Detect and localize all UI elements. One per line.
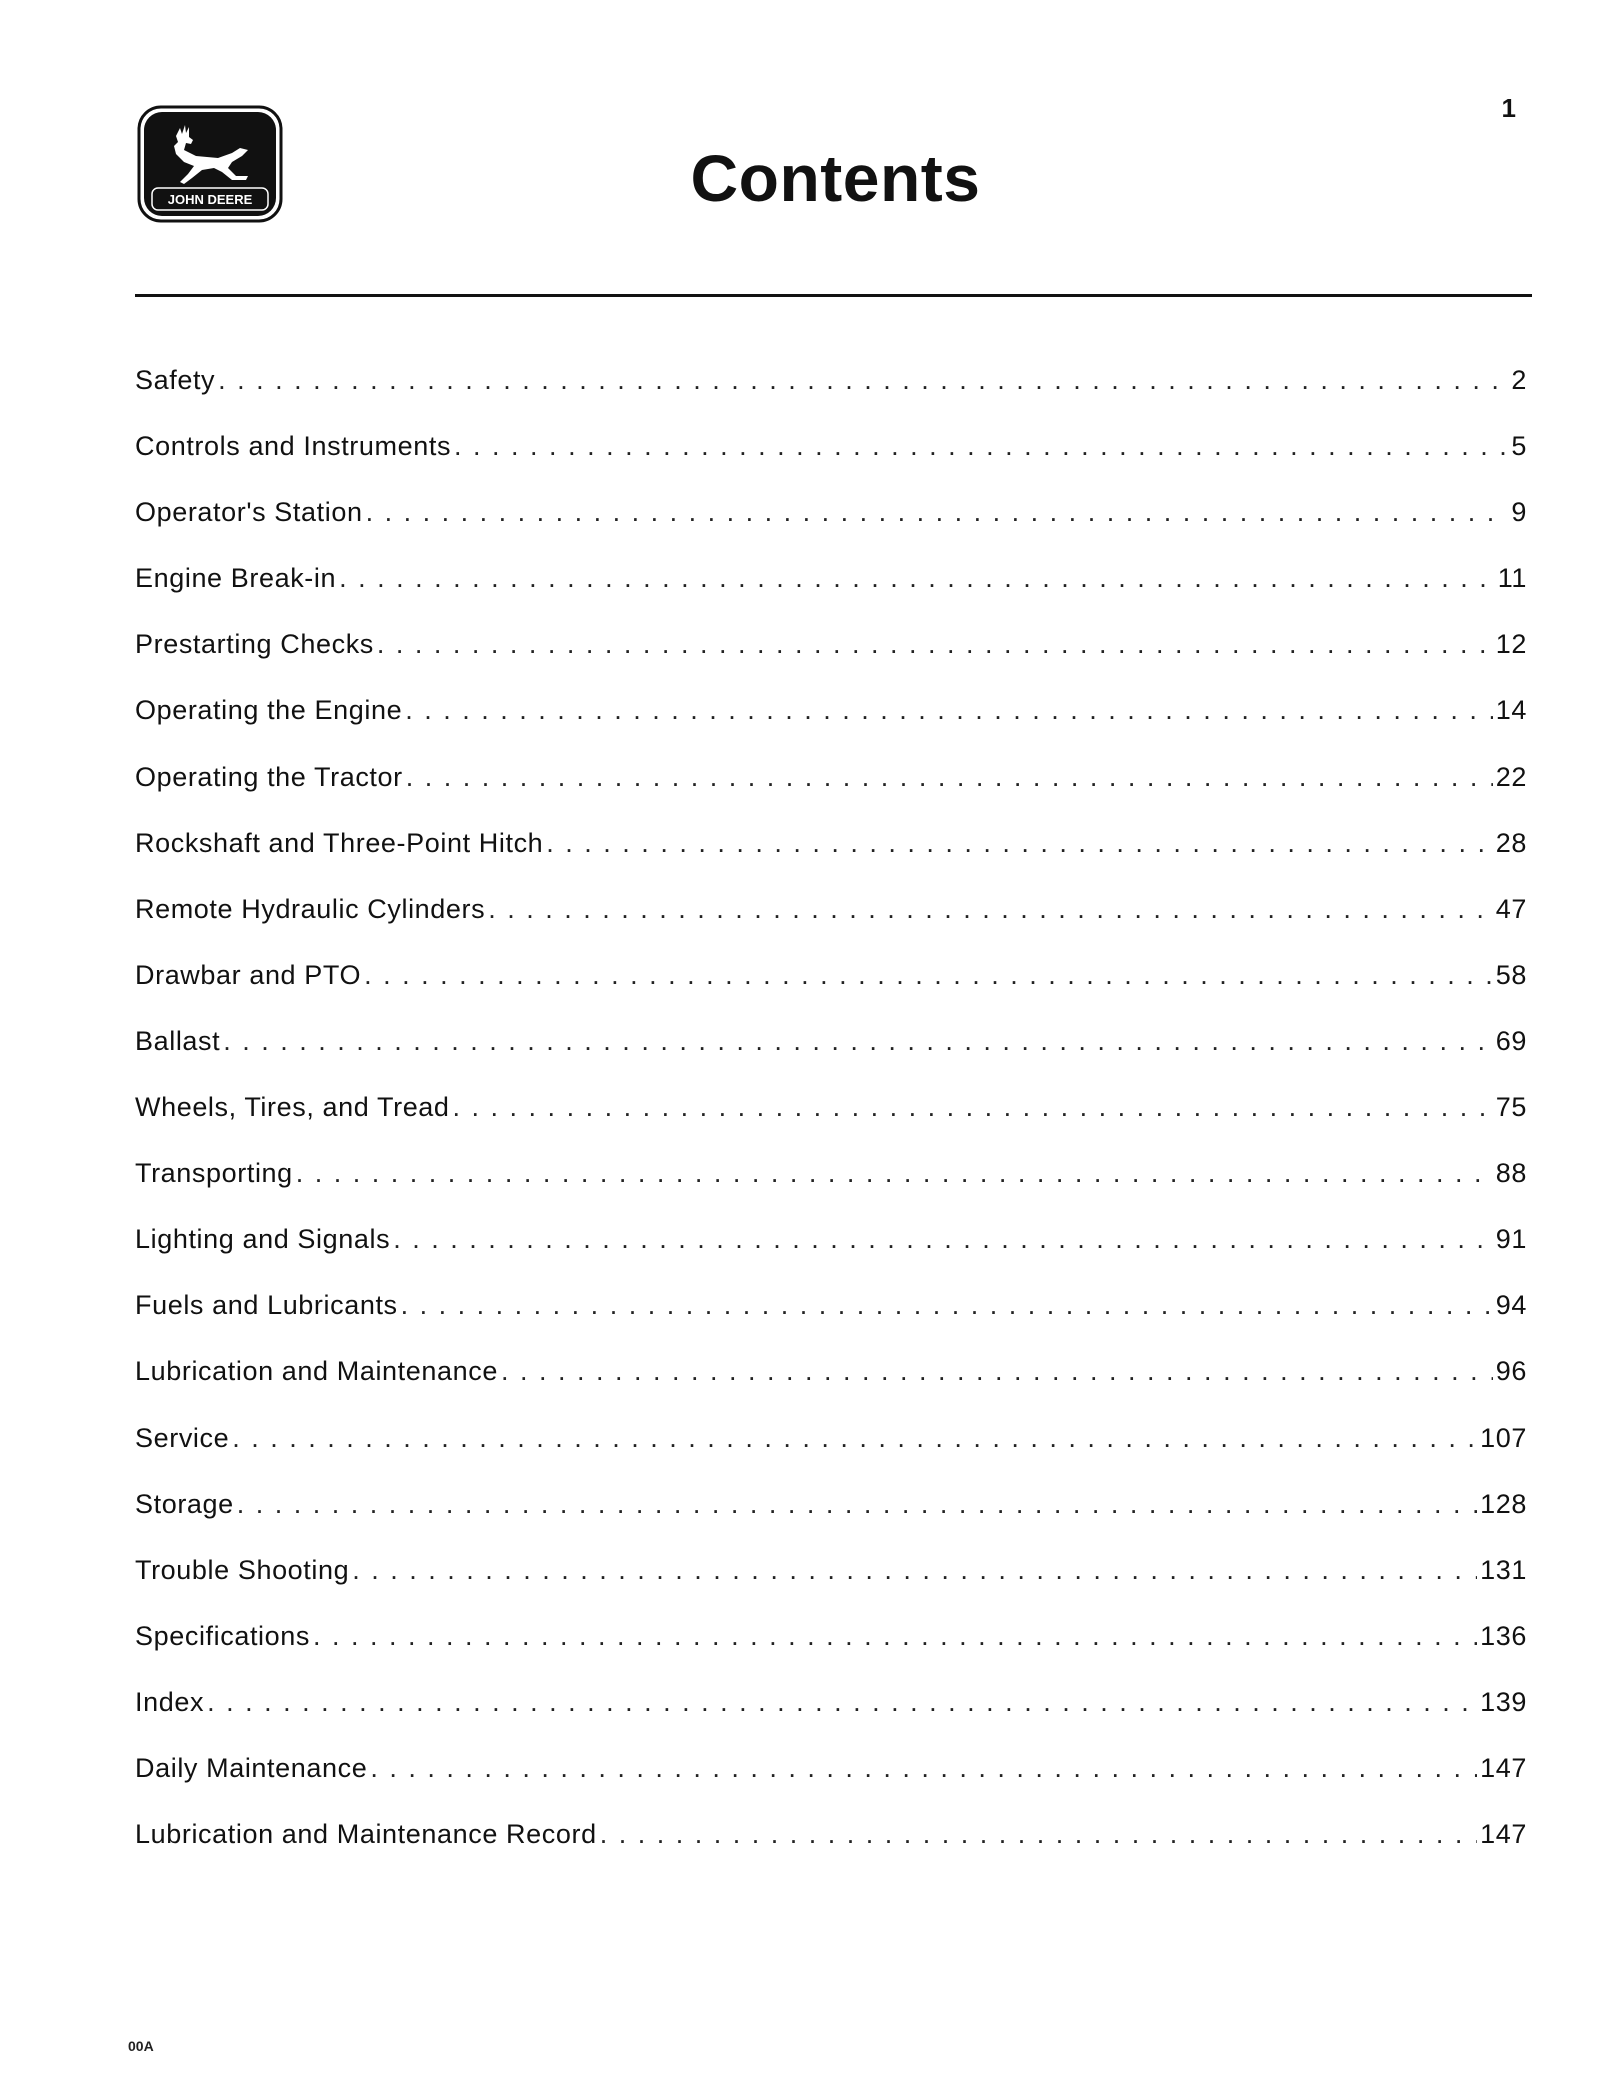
toc-entry-page: 139: [1480, 1686, 1527, 1717]
dot-leader: [296, 1158, 1493, 1189]
toc-entry-page: 94: [1495, 1290, 1527, 1321]
toc-entry-page: 11: [1497, 563, 1527, 594]
toc-entry-page: 9: [1511, 497, 1527, 528]
dot-leader: [223, 1026, 1493, 1057]
dot-leader: [377, 629, 1493, 660]
toc-entry[interactable]: [135, 497, 1527, 563]
dot-leader: [313, 1621, 1477, 1652]
toc-entry-page: 22: [1495, 761, 1527, 792]
toc-entry-label: Remote Hydraulic Cylinders: [135, 893, 486, 924]
toc-entry[interactable]: [135, 828, 1527, 894]
toc-entry[interactable]: [135, 894, 1527, 960]
dot-leader: [488, 894, 1493, 925]
toc-entry[interactable]: [135, 1555, 1527, 1621]
toc-entry-page: 147: [1480, 1752, 1527, 1783]
toc-entry[interactable]: [135, 1026, 1527, 1092]
toc-entry-page: 131: [1480, 1554, 1527, 1585]
toc-entry-label: Ballast: [135, 1025, 221, 1056]
toc-entry[interactable]: [135, 1423, 1527, 1489]
dot-leader: [366, 497, 1509, 528]
toc-entry-page: 88: [1495, 1158, 1527, 1189]
toc-entry-page: 147: [1480, 1819, 1527, 1850]
toc-entry-page: 12: [1495, 629, 1527, 660]
toc-entry[interactable]: [135, 365, 1527, 431]
toc-entry[interactable]: [135, 695, 1527, 761]
toc-entry-page: 2: [1511, 365, 1527, 395]
dot-leader: [454, 431, 1508, 462]
toc-entry-label: Service: [135, 1422, 230, 1453]
toc-entry-label: Engine Break-in: [135, 563, 337, 594]
toc-entry-page: 91: [1495, 1224, 1527, 1255]
toc-entry-label: Lubrication and Maintenance Record: [135, 1819, 597, 1850]
toc-entry-page: 69: [1495, 1025, 1527, 1056]
dot-leader: [237, 1489, 1477, 1520]
toc-entry-label: Storage: [135, 1488, 234, 1519]
dot-leader: [546, 828, 1492, 859]
toc-entry[interactable]: [135, 1621, 1527, 1687]
toc-entry[interactable]: [135, 1819, 1527, 1885]
toc-entry-page: 47: [1495, 893, 1527, 924]
dot-leader: [370, 1753, 1477, 1784]
dot-leader: [232, 1423, 1477, 1454]
toc-entry-page: 14: [1495, 695, 1527, 726]
toc-entry-page: 96: [1495, 1356, 1527, 1387]
toc-entry[interactable]: [135, 431, 1527, 497]
toc-entry-label: Index: [135, 1686, 205, 1717]
title-divider: [135, 294, 1532, 297]
dot-leader: [364, 960, 1493, 991]
toc-entry[interactable]: [135, 629, 1527, 695]
toc-entry-label: Controls and Instruments: [135, 431, 452, 462]
dot-leader: [352, 1555, 1477, 1586]
toc-entry[interactable]: [135, 1489, 1527, 1555]
toc-entry-label: Drawbar and PTO: [135, 959, 362, 990]
dot-leader: [406, 762, 1493, 793]
toc-entry-page: 5: [1511, 431, 1527, 462]
dot-leader: [453, 1092, 1493, 1123]
dot-leader: [401, 1290, 1493, 1321]
toc-entry-label: Lighting and Signals: [135, 1224, 391, 1255]
toc-entry-label: Prestarting Checks: [135, 629, 374, 660]
toc-entry-label: Trouble Shooting: [135, 1554, 350, 1585]
dot-leader: [393, 1224, 1493, 1255]
toc-entry[interactable]: [135, 1753, 1527, 1819]
page-number: 1: [1501, 93, 1516, 123]
dot-leader: [339, 563, 1495, 594]
toc-entry-label: Transporting: [135, 1158, 293, 1189]
dot-leader: [405, 695, 1493, 726]
toc-entry-page: 75: [1495, 1092, 1527, 1123]
toc-entry[interactable]: [135, 762, 1527, 828]
toc-entry-page: 107: [1480, 1422, 1527, 1453]
toc-entry-label: Daily Maintenance: [135, 1752, 368, 1783]
toc-entry-page: 128: [1480, 1488, 1527, 1519]
toc-entry-label: Safety: [135, 365, 216, 395]
toc-entry-label: Operating the Engine: [135, 695, 403, 726]
toc-entry[interactable]: [135, 1224, 1527, 1290]
footer-code: 00A: [128, 2038, 154, 2054]
toc-entry-label: Specifications: [135, 1620, 310, 1651]
table-of-contents: [135, 365, 1527, 1885]
toc-entry[interactable]: [135, 1687, 1527, 1753]
toc-entry-label: Fuels and Lubricants: [135, 1290, 398, 1321]
toc-entry[interactable]: [135, 1356, 1527, 1422]
toc-entry-page: 28: [1495, 827, 1527, 858]
toc-entry-page: 58: [1495, 959, 1527, 990]
toc-entry-label: Operator's Station: [135, 497, 363, 528]
toc-entry[interactable]: [135, 1092, 1527, 1158]
logo-text: JOHN DEERE: [167, 192, 253, 207]
toc-entry[interactable]: [135, 563, 1527, 629]
toc-entry-label: Lubrication and Maintenance: [135, 1356, 498, 1387]
dot-leader: [218, 365, 1508, 396]
dot-leader: [207, 1687, 1477, 1718]
dot-leader: [501, 1356, 1493, 1387]
toc-entry-page: 136: [1480, 1620, 1527, 1651]
toc-entry-label: Operating the Tractor: [135, 761, 403, 792]
dot-leader: [600, 1819, 1477, 1850]
toc-entry[interactable]: [135, 960, 1527, 1026]
toc-entry-label: Rockshaft and Three-Point Hitch: [135, 827, 544, 858]
toc-entry[interactable]: [135, 1290, 1527, 1356]
page-title: Contents: [690, 141, 981, 215]
toc-entry-label: Wheels, Tires, and Tread: [135, 1092, 450, 1123]
toc-entry[interactable]: [135, 1158, 1527, 1224]
